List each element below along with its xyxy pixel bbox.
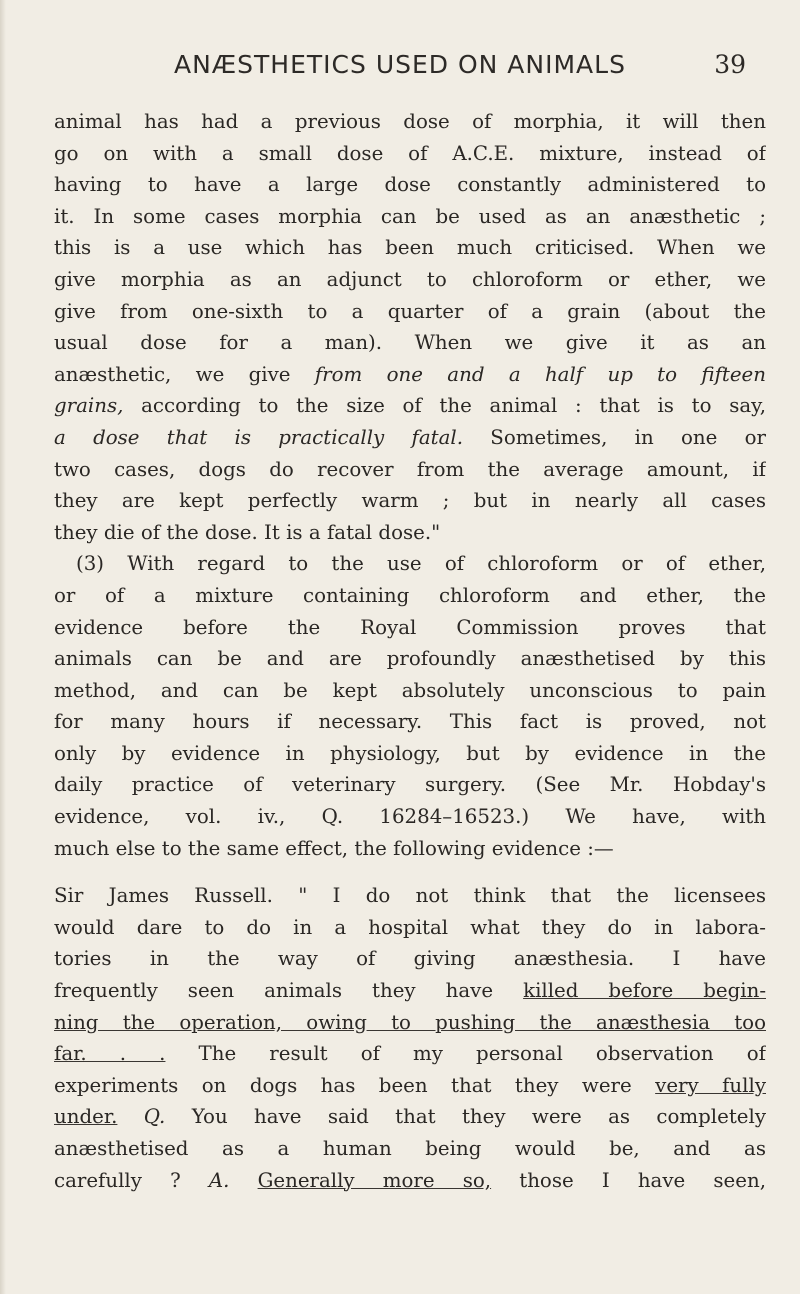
text-line: two cases, dogs do recover from the average amount, if — [54, 457, 766, 481]
text-run: frequently seen animals they have — [54, 979, 524, 1003]
underlined-run: under. — [54, 1105, 118, 1129]
underlined-run: far. . . — [54, 1042, 166, 1066]
text-line: method, and can be kept absolutely unconscious to pain — [54, 678, 766, 702]
text-line: animals can be and are profoundly anæsthetised by this — [54, 647, 766, 671]
text-line: Sir James Russell. " I do not think that the licensees — [54, 884, 766, 908]
text-line: it. In some cases morphia can be used as an anæsthetic ; — [54, 204, 766, 228]
paragraph-1 — [54, 106, 766, 548]
text-line: they are kept perfectly warm ; but in nearly all cases — [54, 489, 766, 513]
text-run: You have said that they were as completely — [165, 1105, 766, 1129]
text-line: usual dose for a man). When we give it as an — [54, 331, 766, 355]
page-edge-shadow — [0, 0, 6, 1294]
text-run: according to the size of the animal : that is to say, — [123, 394, 766, 418]
text-run: anæsthetic, we give — [54, 362, 315, 386]
text-line: (3) With regard to the use of chloroform or of ether, — [76, 552, 766, 576]
paragraph-3-quotation — [54, 880, 766, 1196]
italic-run: A. — [208, 1168, 230, 1192]
underlined-run: killed before begin- — [523, 979, 766, 1003]
body-text — [54, 106, 766, 1196]
text-line — [54, 359, 766, 391]
text-line: anæsthetised as a human being would be, and as — [54, 1137, 766, 1160]
page-number: 39 — [714, 50, 746, 79]
text-line: animal has had a previous dose of morphia, it will then — [54, 110, 766, 133]
text-run: experiments on dogs has been that they were — [54, 1073, 656, 1097]
text-line — [54, 1070, 766, 1102]
paragraph-gap — [54, 864, 766, 880]
paragraph-2 — [54, 548, 766, 864]
text-line — [54, 390, 766, 422]
underlined-run: ning the operation, owing to pushing the anæsthesia too — [54, 1010, 766, 1034]
underlined-run: Generally more so, — [257, 1168, 492, 1192]
text-line: would dare to do in a hospital what they do in labora- — [54, 915, 766, 939]
text-line: give morphia as an adjunct to chloroform or ether, we — [54, 267, 766, 291]
text-run — [229, 1169, 257, 1192]
text-run: those I have seen, — [491, 1168, 766, 1192]
text-line: go on with a small dose of A.C.E. mixture, instead of — [54, 141, 766, 165]
italic-run: Q. — [117, 1105, 166, 1129]
text-run: Sometimes, in one or — [462, 425, 766, 449]
text-line: only by evidence in physiology, but by evidence in the — [54, 741, 766, 765]
text-line: having to have a large dose constantly administered to — [54, 173, 766, 197]
italic-run: from one and a half up to fifteen — [314, 362, 766, 386]
italic-run: grains, — [54, 394, 124, 418]
text-run: The result of my personal observation of — [165, 1042, 766, 1066]
text-line: daily practice of veterinary surgery. (See Mr. Hobday's — [54, 773, 766, 797]
text-line: they die of the dose. It is a fatal dose." — [54, 520, 441, 544]
text-line: or of a mixture containing chloroform and ether, the — [54, 583, 766, 607]
text-line: give from one-sixth to a quarter of a grain (about the — [54, 299, 766, 323]
text-line — [54, 422, 766, 454]
text-line: for many hours if necessary. This fact is proved, not — [54, 710, 766, 734]
text-line — [54, 1165, 766, 1197]
text-line — [54, 1007, 766, 1039]
text-line — [54, 1038, 766, 1070]
page-header — [0, 50, 800, 90]
italic-run: a dose that is practically fatal. — [54, 425, 463, 449]
text-line: tories in the way of giving anæsthesia. I have — [54, 947, 766, 971]
text-line: much else to the same effect, the following evidence :— — [54, 836, 614, 860]
text-line — [54, 975, 766, 1007]
running-title: ANÆSTHETICS USED ON ANIMALS — [174, 50, 626, 79]
text-line — [54, 1101, 766, 1133]
text-line: evidence, vol. iv., Q. 16284–16523.) We have, with — [54, 805, 766, 829]
text-line: this is a use which has been much criticised. When we — [54, 236, 766, 260]
text-run: carefully ? — [54, 1168, 209, 1192]
underlined-run: very fully — [655, 1073, 766, 1097]
text-line: evidence before the Royal Commission proves that — [54, 615, 766, 639]
